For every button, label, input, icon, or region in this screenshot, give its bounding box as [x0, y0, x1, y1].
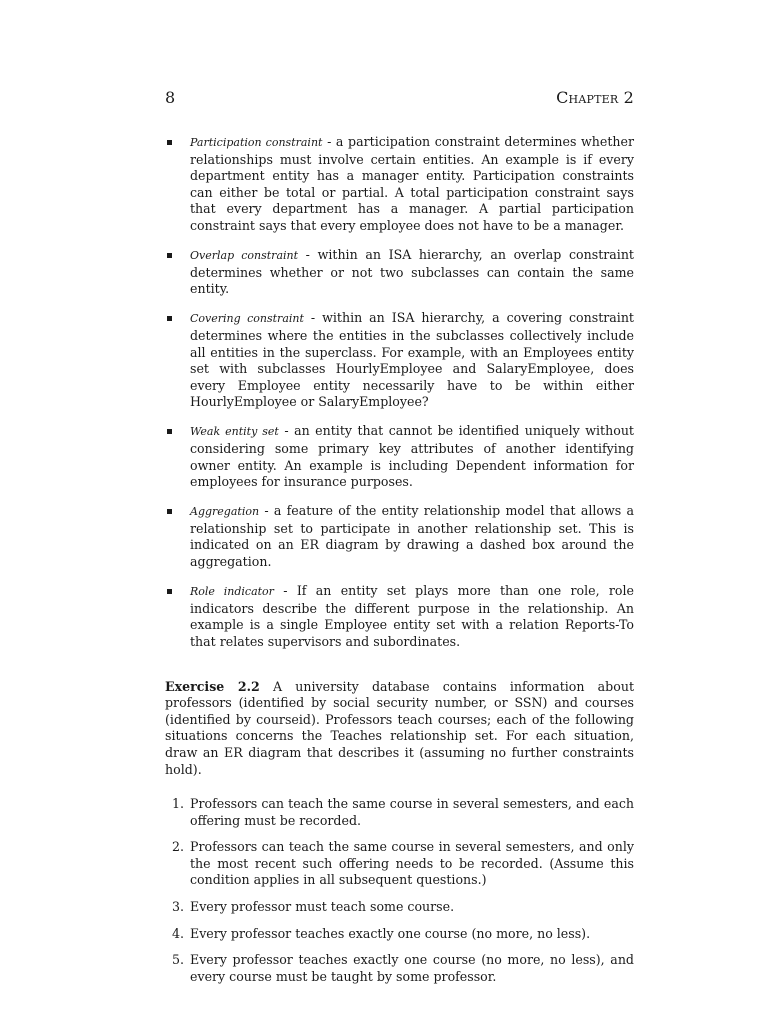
definition-text: - a participation constraint determines whether relationships must involve certain entities. An example is if every department entity has a manager entity. Participation constraints can either be total or partial. A total participation constraint says that every department has a manager. A partial participation constraint says that every employee does not have to be a manager. [190, 134, 634, 233]
definition-item [165, 423, 634, 490]
question-text: Every professor teaches exactly one course (no more, no less), and every course must be taught by some professor. [190, 952, 634, 984]
question-item [165, 899, 634, 916]
definition-term: Participation constraint [190, 136, 323, 149]
definition-term: Weak entity set [190, 425, 279, 439]
definition-term: Aggregation [190, 505, 260, 519]
definition-term: Covering constraint [190, 312, 304, 326]
question-item [165, 952, 634, 985]
square-bullet-icon [167, 316, 172, 321]
definition-text: - an entity that cannot be identified uniquely without considering some primary key attributes of another identifying owner entity. An example is including Dependent information for employees for insurance purposes. [190, 423, 634, 490]
question-number: 2. [172, 839, 185, 855]
question-item [165, 926, 634, 943]
exercise-text: A university database contains information about professors (identified by social security number, or SSN) and courses (identified by courseid). Professors teach courses; each of the following situations concerns the Teaches relationship set. For each situation, draw an ER diagram that describes it (assuming no further constraints hold). [165, 678, 634, 777]
question-text: Every professor must teach some course. [190, 899, 455, 915]
exercise-label: Exercise 2.2 [165, 678, 260, 694]
definition-item [165, 310, 634, 411]
definition-item [165, 583, 634, 650]
exercise-block [165, 679, 634, 779]
definition-list [165, 134, 634, 651]
square-bullet-icon [167, 509, 172, 514]
page-number: 8 [165, 88, 176, 107]
square-bullet-icon [167, 429, 172, 434]
question-item [165, 839, 634, 889]
square-bullet-icon [167, 253, 172, 258]
definition-term: Overlap constraint [190, 249, 299, 263]
square-bullet-icon [167, 140, 172, 145]
question-number: 1. [172, 796, 185, 812]
exercise-questions [165, 796, 634, 985]
question-number: 3. [172, 899, 185, 915]
question-number: 5. [172, 952, 185, 968]
definition-text: - within an ISA hierarchy, an overlap constraint determines whether or not two subclasses can contain the same entity. [190, 247, 634, 297]
chapter-title: Chapter 2 [556, 88, 634, 107]
question-text: Professors can teach the same course in several semesters, and each offering must be recorded. [190, 796, 634, 828]
definition-term: Role indicator [190, 585, 274, 599]
definition-item [165, 134, 634, 235]
definition-text: - within an ISA hierarchy, a covering constraint determines where the entities in the subclasses collectively include all entities in the superclass. For example, with an Employees entity set with subclasses HourlyEmployee and SalaryEmployee, does every Employee entity necessarily have to be within either HourlyEmployee or SalaryEmployee? [190, 310, 634, 410]
definition-text: - If an entity set plays more than one role, role indicators describe the different purpose in the relationship. An example is a single Employee entity set with a relation Reports-To that relates supervisors and subordinates. [190, 583, 634, 649]
question-item [165, 796, 634, 829]
definition-item [165, 247, 634, 298]
question-text: Professors can teach the same course in several semesters, and only the most recent such offering needs to be recorded. (Assume this condition applies in all subsequent questions.) [190, 839, 634, 888]
definition-text: - a feature of the entity relationship model that allows a relationship set to participate in another relationship set. This is indicated on an ER diagram by drawing a dashed box around the aggregation. [190, 503, 634, 570]
question-text: Every professor teaches exactly one course (no more, no less). [190, 925, 591, 941]
definition-item [165, 503, 634, 570]
document-page [165, 88, 634, 995]
square-bullet-icon [167, 589, 172, 594]
running-header [165, 88, 634, 114]
question-number: 4. [172, 925, 185, 941]
